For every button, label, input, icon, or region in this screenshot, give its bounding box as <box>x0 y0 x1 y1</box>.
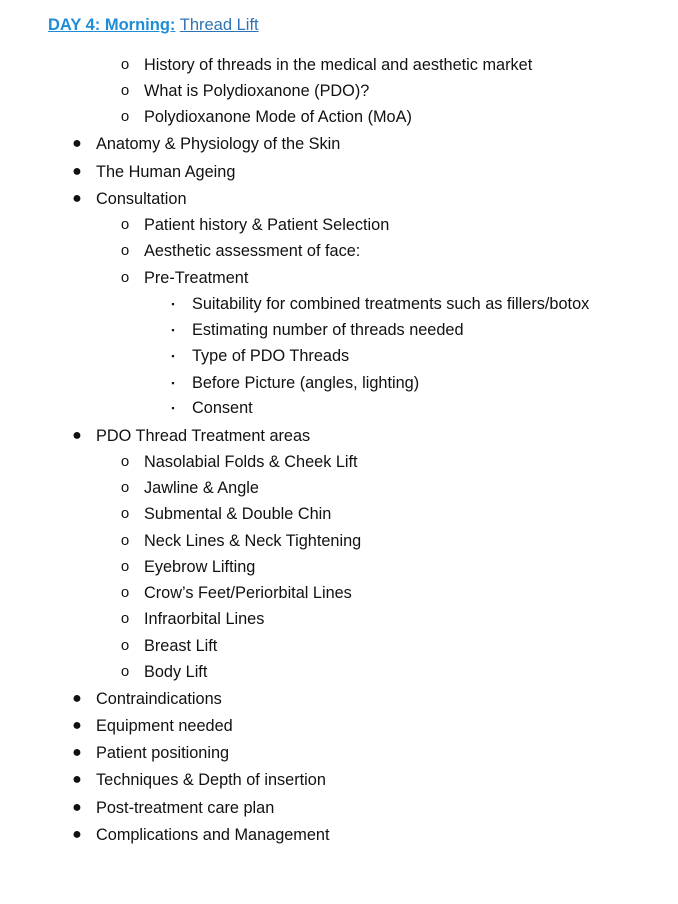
circle-bullet-icon: o <box>120 108 130 125</box>
square-bullet-icon: ▪ <box>171 325 175 335</box>
disc-bullet-icon: ● <box>72 427 82 444</box>
circle-bullet-icon: o <box>120 479 130 496</box>
circle-bullet-icon: o <box>120 242 130 259</box>
list-item-text: Breast Lift <box>144 637 218 655</box>
list-item-text: Patient history & Patient Selection <box>144 216 390 234</box>
disc-bullet-icon: ● <box>72 135 82 152</box>
list-item-text: Eyebrow Lifting <box>144 558 256 576</box>
circle-bullet-icon: o <box>120 269 130 286</box>
list-item-text: Aesthetic assessment of face: <box>144 242 361 260</box>
disc-bullet-icon: ● <box>72 799 82 816</box>
list-item-text: Post-treatment care plan <box>96 799 275 817</box>
list-item-text: Techniques & Depth of insertion <box>96 771 326 789</box>
list-item-text: Nasolabial Folds & Cheek Lift <box>144 453 358 471</box>
list-item-text: What is Polydioxanone (PDO)? <box>144 82 370 100</box>
list-item-text: Neck Lines & Neck Tightening <box>144 532 362 550</box>
disc-bullet-icon: ● <box>72 190 82 207</box>
list-item-text: History of threads in the medical and aesthetic market <box>144 56 533 74</box>
list-item-text: Estimating number of threads needed <box>192 321 464 339</box>
square-bullet-icon: ▪ <box>171 351 175 361</box>
list-item-text: Polydioxanone Mode of Action (MoA) <box>144 108 412 126</box>
list-item-text: Crow’s Feet/Periorbital Lines <box>144 584 352 602</box>
heading-day-label: DAY 4: Morning: <box>48 16 176 34</box>
circle-bullet-icon: o <box>120 505 130 522</box>
circle-bullet-icon: o <box>120 558 130 575</box>
list-item-text: Consent <box>192 399 253 417</box>
list-item-text: Before Picture (angles, lighting) <box>192 374 420 392</box>
list-item-text: PDO Thread Treatment areas <box>96 427 311 445</box>
square-bullet-icon: ▪ <box>171 403 175 413</box>
list-item-text: Anatomy & Physiology of the Skin <box>96 135 341 153</box>
list-item-text: Jawline & Angle <box>144 479 259 497</box>
list-item-text: Equipment needed <box>96 717 233 735</box>
disc-bullet-icon: ● <box>72 690 82 707</box>
circle-bullet-icon: o <box>120 610 130 627</box>
circle-bullet-icon: o <box>120 216 130 233</box>
list-item-text: Body Lift <box>144 663 208 681</box>
circle-bullet-icon: o <box>120 56 130 73</box>
circle-bullet-icon: o <box>120 453 130 470</box>
circle-bullet-icon: o <box>120 637 130 654</box>
disc-bullet-icon: ● <box>72 826 82 843</box>
list-item-text: Type of PDO Threads <box>192 347 350 365</box>
list-item-text: Pre-Treatment <box>144 269 249 287</box>
section-heading <box>48 13 259 37</box>
disc-bullet-icon: ● <box>72 163 82 180</box>
circle-bullet-icon: o <box>120 584 130 601</box>
circle-bullet-icon: o <box>120 82 130 99</box>
list-item-text: Submental & Double Chin <box>144 505 332 523</box>
list-item-text: Infraorbital Lines <box>144 610 265 628</box>
circle-bullet-icon: o <box>120 532 130 549</box>
square-bullet-icon: ▪ <box>171 378 175 388</box>
circle-bullet-icon: o <box>120 663 130 680</box>
heading-title-link[interactable]: Thread Lift <box>179 16 259 34</box>
list-item-text: The Human Ageing <box>96 163 236 181</box>
list-item-text: Contraindications <box>96 690 222 708</box>
list-item-text: Patient positioning <box>96 744 230 762</box>
square-bullet-icon: ▪ <box>171 299 175 309</box>
disc-bullet-icon: ● <box>72 717 82 734</box>
list-item-text: Consultation <box>96 190 187 208</box>
list-item-text: Suitability for combined treatments such as fillers/botox <box>192 295 590 313</box>
disc-bullet-icon: ● <box>72 744 82 761</box>
list-item-text: Complications and Management <box>96 826 330 844</box>
disc-bullet-icon: ● <box>72 771 82 788</box>
